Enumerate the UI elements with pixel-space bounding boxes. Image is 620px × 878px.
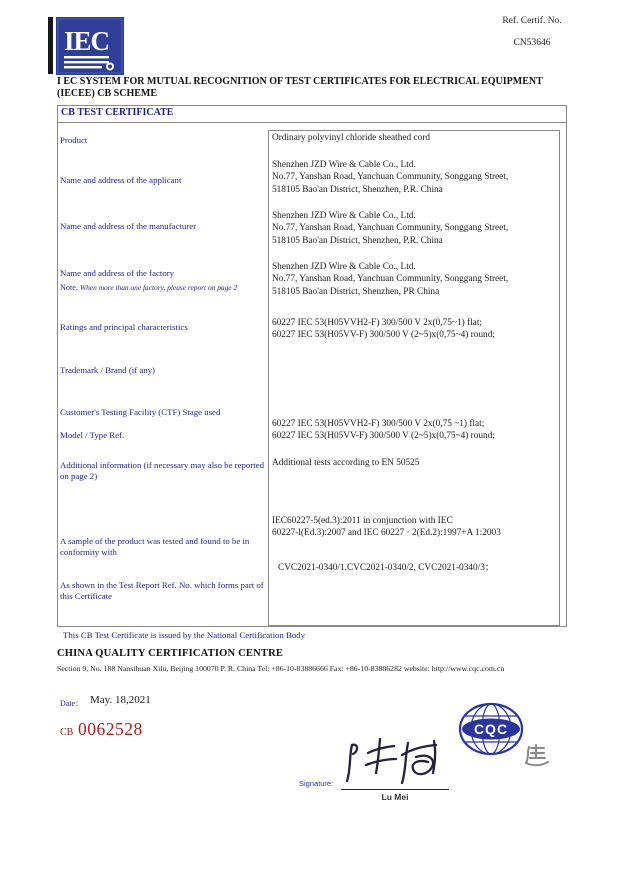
cqc-globe-icon xyxy=(457,702,525,760)
conformity-value xyxy=(272,515,552,540)
signature-name: Lu Mei xyxy=(381,792,409,802)
manufacturer-line: Shenzhen JZD Wire & Cable Co., Ltd. xyxy=(272,211,416,221)
stamp-character-icon xyxy=(524,742,550,768)
ncb-address: Section 9, No. 188 Nansihuan Xilu, Beijing 100070 P. R. China Tel: +86-10-83886666 Fax: +86-10-83886282 website: http://www.cqc.com.cn xyxy=(57,664,505,673)
factory-value xyxy=(272,261,552,298)
scheme-title: I EC SYSTEM FOR MUTUAL RECOGNITION OF TEST CERTIFICATES FOR ELECTRICAL EQUIPMENT (IECEE) CB SCHEME xyxy=(57,76,543,99)
conformity-line: IEC60227-5(ed.3):2011 in conjunction with IEC xyxy=(272,516,453,526)
values-box xyxy=(268,130,560,626)
iec-logo xyxy=(56,17,124,75)
ratings-label: Ratings and principal characteristics xyxy=(60,322,188,332)
additional-value: Additional tests according to EN 50525 xyxy=(272,458,420,468)
model-line: 60227 IEC 53(H05VVH2-F) 300/500 V 2x(0,75 ~1) flat; xyxy=(272,419,485,429)
applicant-line: Shenzhen JZD Wire & Cable Co., Ltd. xyxy=(272,160,416,170)
manufacturer-line: No.77, Yanshan Road, Yanchuan Community, Songgang Street, xyxy=(272,223,509,234)
factory-label: Name and address of the factory xyxy=(60,268,175,278)
stamp-glyph xyxy=(524,742,550,768)
manufacturer-line: 518105 Bao'an District, Shenzhen, P.R. China xyxy=(272,235,443,246)
product-value: Ordinary polyvinyl chloride sheathed cord xyxy=(272,133,431,143)
svg-text:IEC: IEC xyxy=(64,26,110,56)
factory-note-text: When more than one factory, please report on page 2 xyxy=(80,283,238,292)
ratings-line: 60227 IEC 53(H05VV-F) 300/500 V (2~5)x(0,75~4) round; xyxy=(272,330,495,341)
manufacturer-value xyxy=(272,210,552,247)
factory-note-prefix: Note. xyxy=(60,283,78,292)
trademark-label: Trademark / Brand (if any) xyxy=(60,365,155,375)
applicant-line: 518105 Bao'an District, Shenzhen, P.R. China xyxy=(272,184,443,195)
certificate-title: CB TEST CERTIFICATE xyxy=(61,107,174,118)
ref-certif-number: CN53646 xyxy=(513,38,551,48)
cqc-logo xyxy=(457,702,525,760)
applicant-value xyxy=(272,159,552,196)
ref-certif-label: Ref. Certif. No. xyxy=(502,16,562,26)
iec-logo-icon xyxy=(56,17,124,75)
title-divider xyxy=(57,122,566,123)
model-label: Model / Type Ref. xyxy=(60,430,125,440)
factory-line: No.77, Yanshan Road, Yanchuan Community, Songgang Street, xyxy=(272,274,509,285)
issued-note: This CB Test Certificate is issued by the National Certification Body xyxy=(63,630,306,640)
product-label: Product xyxy=(60,135,88,145)
date-value: May. 18,2021 xyxy=(90,694,151,706)
svg-text:CQC: CQC xyxy=(473,721,509,737)
additional-label: Additional information (if necessary may also be reported on page 2) xyxy=(60,460,264,481)
signature-label: Signature: xyxy=(299,779,334,788)
date-label: Date： xyxy=(60,699,84,708)
factory-line: Shenzhen JZD Wire & Cable Co., Ltd. xyxy=(272,262,416,272)
applicant-label: Name and address of the applicant xyxy=(60,175,182,185)
cb-prefix: CB xyxy=(60,727,74,738)
conformity-line: 60227-l(Ed.3):2007 and IEC 60227 · 2(Ed.2):1997+A 1:2003 xyxy=(272,528,501,539)
handwritten-signature xyxy=(338,733,448,788)
handwritten-signature-icon xyxy=(338,733,448,788)
ratings-line: 60227 IEC 53(H05VVH2-F) 300/500 V 2x(0,75~1) flat; xyxy=(272,318,482,328)
report-value: CVC2021-0340/1.CVC2021-0340/2, CVC2021-0340/3； xyxy=(278,563,495,573)
signature-line xyxy=(341,789,449,790)
model-value xyxy=(272,418,552,443)
model-line: 60227 IEC 53(H05VV-F) 300/500 V (2~5)x(0,75~4) round; xyxy=(272,431,495,442)
manufacturer-label: Name and address of the manufacturer xyxy=(60,221,197,231)
ncb-name: CHINA QUALITY CERTIFICATION CENTRE xyxy=(57,648,284,659)
conformity-label: A sample of the product was tested and found to be in conformity with xyxy=(60,536,250,557)
report-label: As shown in the Test Report Ref. No. which forms part of this Certificate xyxy=(60,580,264,601)
ctf-label: Customer's Testing Facility (CTF) Stage used xyxy=(60,407,221,417)
cb-number: 0062528 xyxy=(78,719,143,739)
factory-line: 518105 Bao'an District, Shenzhen, PR China xyxy=(272,286,440,297)
applicant-line: No.77, Yanshan Road, Yanchuan Community, Songgang Street, xyxy=(272,172,509,183)
ratings-value xyxy=(272,317,552,342)
factory-note xyxy=(60,283,270,292)
logo-spine-bar xyxy=(48,17,53,74)
